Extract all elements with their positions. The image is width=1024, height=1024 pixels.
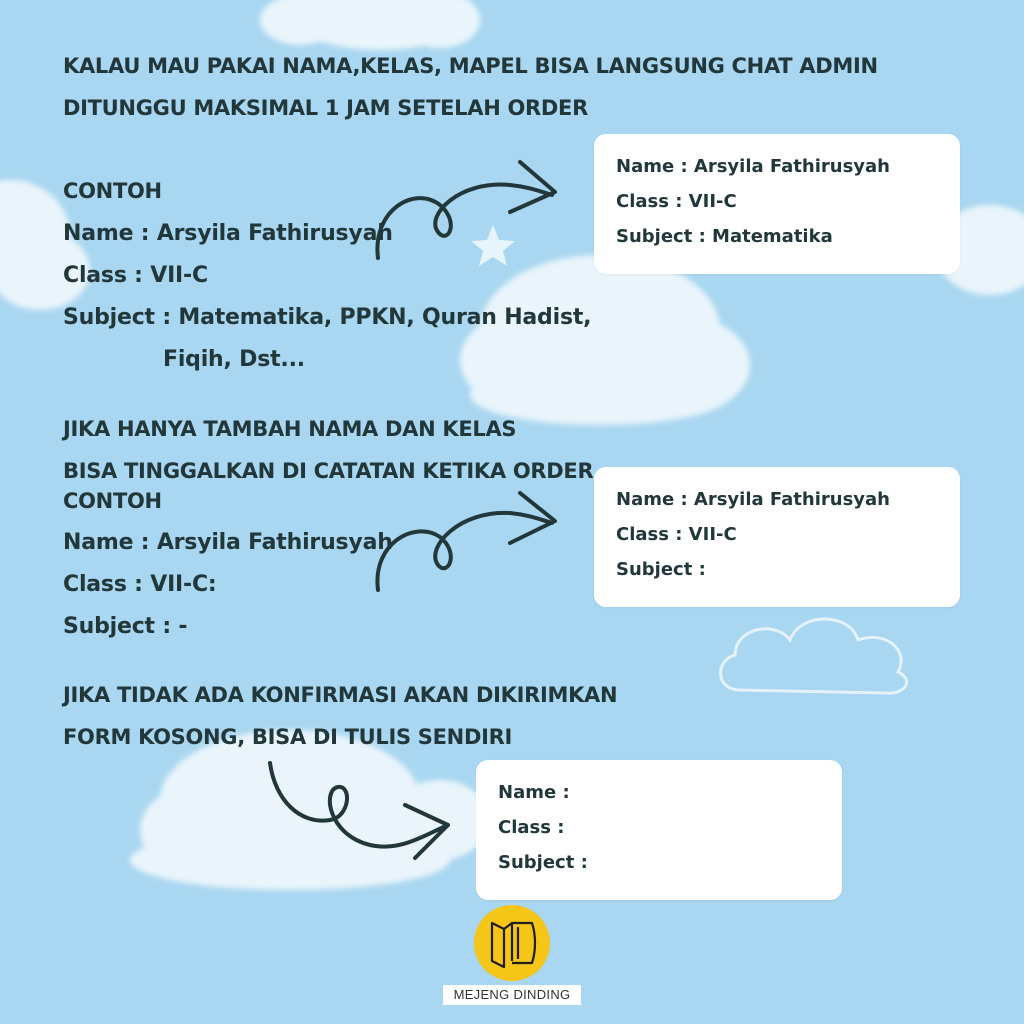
example2-subject: Subject : - bbox=[63, 614, 188, 639]
example2-heading: CONTOH bbox=[63, 489, 162, 513]
example3-card bbox=[476, 760, 842, 900]
curved-arrow-icon bbox=[260, 755, 460, 875]
brand-logo-circle bbox=[474, 905, 550, 981]
card2-subject: Subject : bbox=[616, 559, 706, 580]
card3-class: Class : bbox=[498, 817, 565, 838]
example1-heading: CONTOH bbox=[63, 179, 162, 203]
example1-subject-cont: Fiqih, Dst... bbox=[163, 347, 305, 372]
card2-class: Class : VII-C bbox=[616, 524, 737, 545]
card3-subject: Subject : bbox=[498, 852, 588, 873]
outline-cloud-icon bbox=[721, 619, 907, 693]
intro-line-2: DITUNGGU MAKSIMAL 1 JAM SETELAH ORDER bbox=[63, 96, 588, 120]
example2-class: Class : VII-C: bbox=[63, 572, 217, 597]
card1-subject: Subject : Matematika bbox=[616, 226, 833, 247]
card1-name: Name : Arsyila Fathirusyah bbox=[616, 156, 890, 177]
curved-arrow-icon bbox=[370, 485, 570, 605]
example2-card bbox=[594, 467, 960, 607]
example1-name: Name : Arsyila Fathirusyah bbox=[63, 221, 393, 246]
mejeng-dinding-logo-icon bbox=[474, 905, 550, 981]
example3-line-2: FORM KOSONG, BISA DI TULIS SENDIRI bbox=[63, 725, 512, 749]
example1-subject: Subject : Matematika, PPKN, Quran Hadist, bbox=[63, 305, 592, 330]
brand-name: MEJENG DINDING bbox=[443, 985, 581, 1005]
intro-line-1: KALAU MAU PAKAI NAMA,KELAS, MAPEL BISA LANGSUNG CHAT ADMIN bbox=[63, 54, 878, 78]
card2-name: Name : Arsyila Fathirusyah bbox=[616, 489, 890, 510]
example2-name: Name : Arsyila Fathirusyah bbox=[63, 530, 393, 555]
example2-line-1: JIKA HANYA TAMBAH NAMA DAN KELAS bbox=[63, 417, 517, 441]
example1-class: Class : VII-C bbox=[63, 263, 208, 288]
card3-name: Name : bbox=[498, 782, 570, 803]
example3-line-1: JIKA TIDAK ADA KONFIRMASI AKAN DIKIRIMKAN bbox=[63, 683, 618, 707]
card1-class: Class : VII-C bbox=[616, 191, 737, 212]
curved-arrow-icon bbox=[370, 150, 570, 270]
example1-card bbox=[594, 134, 960, 274]
example2-line-2: BISA TINGGALKAN DI CATATAN KETIKA ORDER bbox=[63, 459, 594, 483]
